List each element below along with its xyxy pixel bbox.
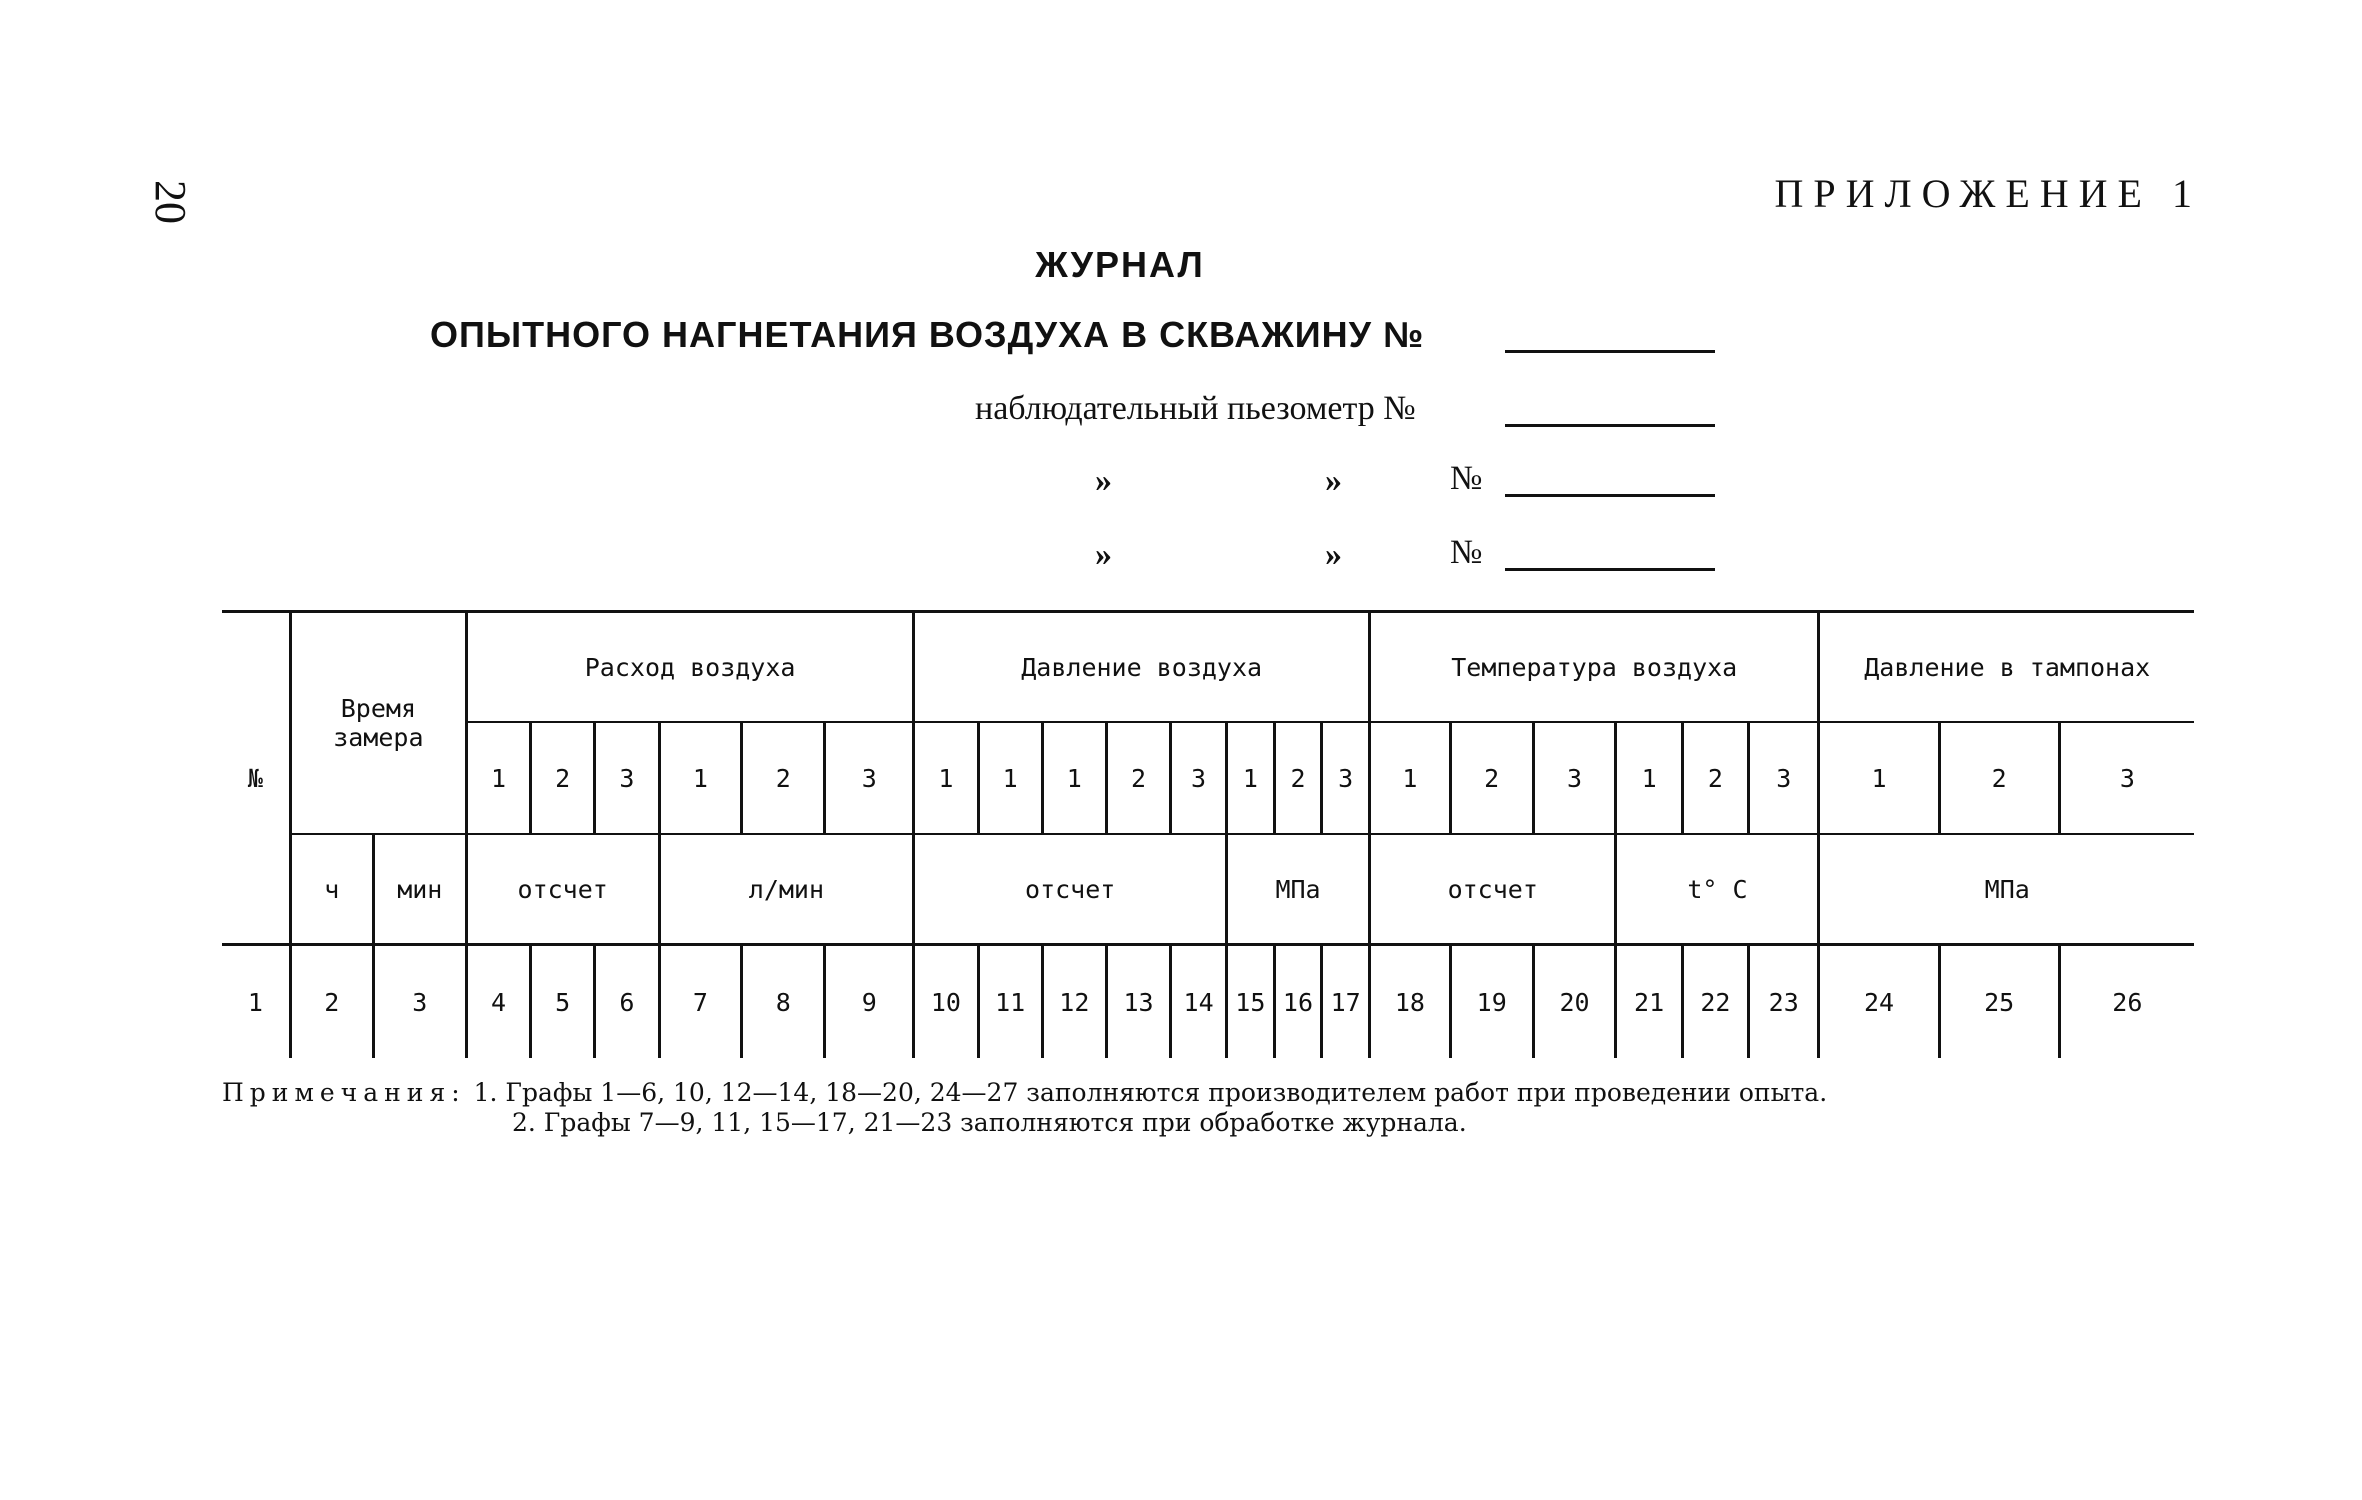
group-air-flow: Расход воздуха xyxy=(466,612,913,723)
appendix-label: ПРИЛОЖЕНИЕ 1 xyxy=(1774,171,2202,216)
number-sign: № xyxy=(1450,534,1483,571)
column-number: 16 xyxy=(1274,945,1322,1059)
column-number: 17 xyxy=(1322,945,1370,1059)
column-number: 6 xyxy=(595,945,659,1059)
unit-pressure-reading: отсчет xyxy=(914,834,1227,945)
column-number: 8 xyxy=(742,945,825,1059)
column-number: 11 xyxy=(978,945,1042,1059)
column-number: 4 xyxy=(466,945,530,1059)
page-number: 20 xyxy=(146,180,195,224)
column-number: 9 xyxy=(825,945,914,1059)
sub-number: 1 xyxy=(1819,722,1939,834)
column-number: 21 xyxy=(1616,945,1682,1059)
ditto-mark: » xyxy=(1095,536,1112,573)
col-number-header: № xyxy=(222,612,290,945)
column-number: 13 xyxy=(1106,945,1170,1059)
column-number: 19 xyxy=(1450,945,1533,1059)
column-number: 23 xyxy=(1749,945,1819,1059)
note-2: 2. Графы 7—9, 11, 15—17, 21—23 заполняются при обработке журнала. xyxy=(512,1108,1467,1137)
column-number: 7 xyxy=(659,945,742,1059)
sub-number: 3 xyxy=(1533,722,1616,834)
sub-number: 1 xyxy=(914,722,978,834)
notes xyxy=(222,1078,1827,1138)
sub-number: 3 xyxy=(1322,722,1370,834)
sub-number: 3 xyxy=(2059,722,2194,834)
sub-number: 1 xyxy=(659,722,742,834)
unit-temperature-reading: отсчет xyxy=(1370,834,1616,945)
ditto-mark: » xyxy=(1095,462,1112,499)
sub-number: 2 xyxy=(531,722,595,834)
column-number: 1 xyxy=(222,945,290,1059)
piezometer-label-1: наблюдательный пьезометр № xyxy=(975,390,1416,427)
journal-subtitle: ОПЫТНОГО НАГНЕТАНИЯ ВОЗДУХА В СКВАЖИНУ № xyxy=(430,314,1425,355)
ditto-mark: » xyxy=(1325,462,1342,499)
well-number-blank[interactable] xyxy=(1505,350,1715,353)
unit-temperature-celsius: t° C xyxy=(1616,834,1819,945)
ditto-mark: » xyxy=(1325,536,1342,573)
sub-number: 1 xyxy=(1227,722,1275,834)
number-sign: № xyxy=(1450,460,1483,497)
unit-pressure-mpa: МПа xyxy=(1227,834,1370,945)
piezometer-number-blank-3[interactable] xyxy=(1505,568,1715,571)
sub-number: 2 xyxy=(1939,722,2059,834)
column-number: 26 xyxy=(2059,945,2194,1059)
group-air-pressure: Давление воздуха xyxy=(914,612,1370,723)
sub-number: 3 xyxy=(1171,722,1227,834)
column-number: 10 xyxy=(914,945,978,1059)
unit-flow-reading: отсчет xyxy=(466,834,659,945)
piezometer-number-blank-1[interactable] xyxy=(1505,424,1715,427)
column-number: 15 xyxy=(1227,945,1275,1059)
sub-number: 2 xyxy=(1274,722,1322,834)
group-air-temperature: Температура воздуха xyxy=(1370,612,1819,723)
column-number: 3 xyxy=(373,945,466,1059)
sub-number: 2 xyxy=(1682,722,1748,834)
column-number: 18 xyxy=(1370,945,1451,1059)
column-number: 20 xyxy=(1533,945,1616,1059)
sub-number: 2 xyxy=(1106,722,1170,834)
sub-number: 1 xyxy=(1370,722,1451,834)
column-number: 24 xyxy=(1819,945,1939,1059)
sub-number: 2 xyxy=(1450,722,1533,834)
note-1: 1. Графы 1—6, 10, 12—14, 18—20, 24—27 заполняются производителем работ при проведении опыта. xyxy=(473,1078,1828,1107)
unit-hour: ч xyxy=(290,834,373,945)
column-number: 25 xyxy=(1939,945,2059,1059)
sub-number: 3 xyxy=(595,722,659,834)
column-number: 2 xyxy=(290,945,373,1059)
sub-number: 3 xyxy=(825,722,914,834)
column-number: 22 xyxy=(1682,945,1748,1059)
sub-number: 1 xyxy=(1042,722,1106,834)
group-packer-pressure: Давление в тампонах xyxy=(1819,612,2194,723)
sub-number: 1 xyxy=(978,722,1042,834)
unit-minute: мин xyxy=(373,834,466,945)
piezometer-number-blank-2[interactable] xyxy=(1505,494,1715,497)
sub-number: 1 xyxy=(1616,722,1682,834)
sub-number: 3 xyxy=(1749,722,1819,834)
notes-label: Примечания: xyxy=(222,1078,466,1107)
sub-number: 1 xyxy=(466,722,530,834)
time-header: Время замера xyxy=(290,612,466,835)
sub-number: 2 xyxy=(742,722,825,834)
journal-table xyxy=(222,610,2194,1058)
unit-flow-rate: л/мин xyxy=(659,834,914,945)
column-number: 5 xyxy=(531,945,595,1059)
journal-title: ЖУРНАЛ xyxy=(1035,244,1205,285)
column-number: 12 xyxy=(1042,945,1106,1059)
unit-packer-mpa: МПа xyxy=(1819,834,2194,945)
column-number: 14 xyxy=(1171,945,1227,1059)
